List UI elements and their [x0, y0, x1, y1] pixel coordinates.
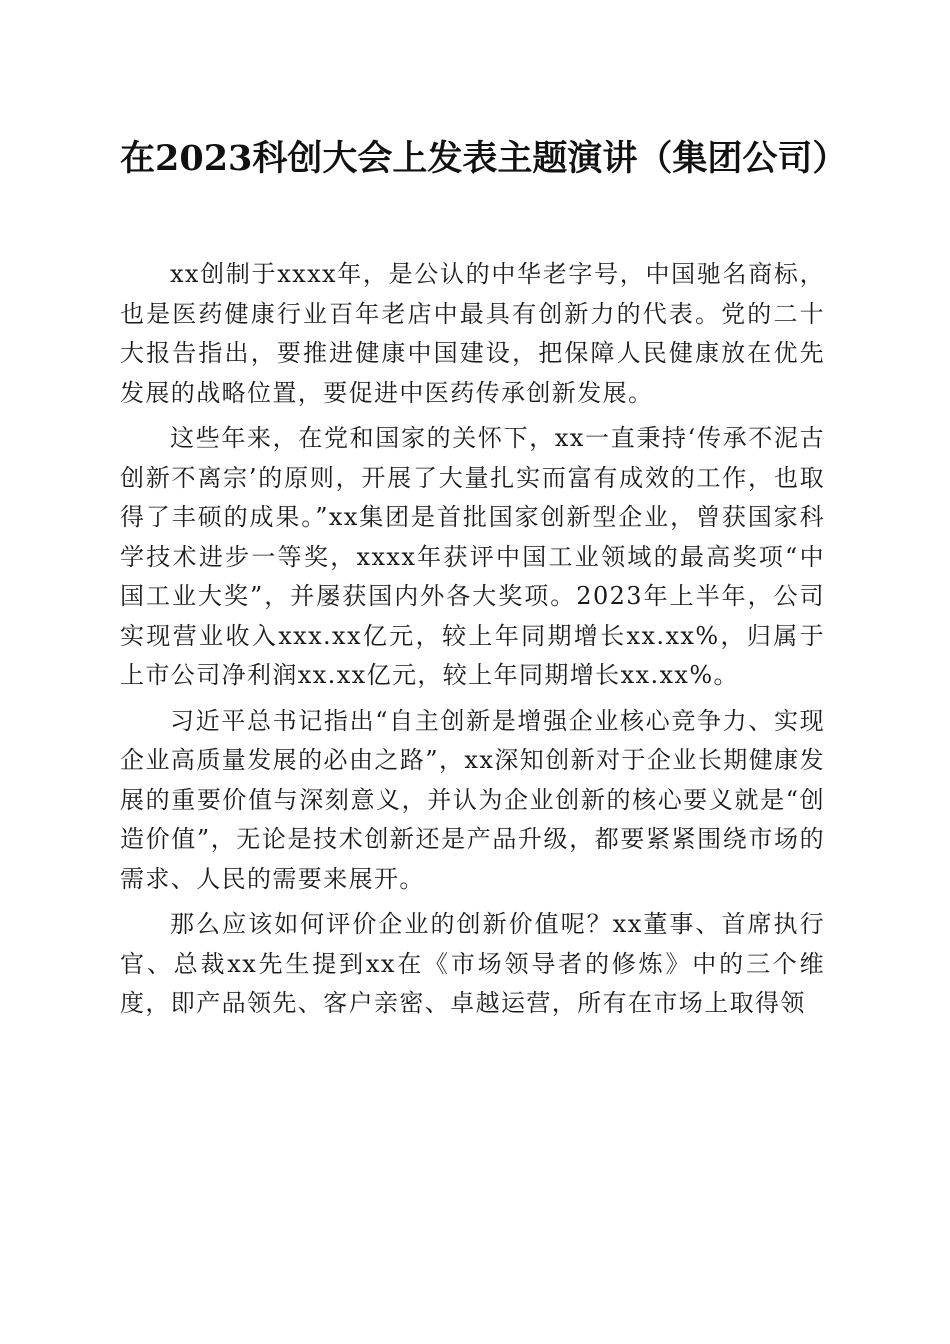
paragraph: 这些年来，在党和国家的关怀下，xx一直秉持‘传承不泥古创新不离宗’的原则，开展了大量扎实而富有成效的工作，也取得了丰硕的成果。”xx集团是首批国家创新型企业，曾获国家科学技术进步一等奖，xxxx年获评中国工业领域的最高奖项“中国工业大奖”，并屡获国内外各大奖项。2023年上半年，公司实现营业收入xxx.xx亿元，较上年同期增长xx.xx%，归属于上市公司净利润xx.xx亿元，较上年同期增长xx.xx%。: [120, 424, 825, 689]
paragraph: 习近平总书记指出“自主创新是增强企业核心竞争力、实现企业高质量发展的必由之路”，xx深知创新对于企业长期健康发展的重要价值与深刻意义，并认为企业创新的核心要义就是“创造价值”，无论是技术创新还是产品升级，都要紧紧围绕市场的需求、人民的需要来展开。: [120, 706, 825, 893]
document-body: [120, 255, 825, 1030]
paragraph: 那么应该如何评价企业的创新价值呢？xx董事、首席执行官、总裁xx先生提到xx在《市场领导者的修炼》中的三个维度，即产品领先、客户亲密、卓越运营，所有在市场上取得领: [120, 910, 825, 1017]
paragraph: xx创制于xxxx年，是公认的中华老字号，中国驰名商标，也是医药健康行业百年老店中最具有创新力的代表。党的二十大报告指出，要推进健康中国建设，把保障人民健康放在优先发展的战略位置，要促进中医药传承创新发展。: [120, 260, 825, 407]
document-title: 在2023科创大会上发表主题演讲（集团公司）: [120, 138, 848, 179]
